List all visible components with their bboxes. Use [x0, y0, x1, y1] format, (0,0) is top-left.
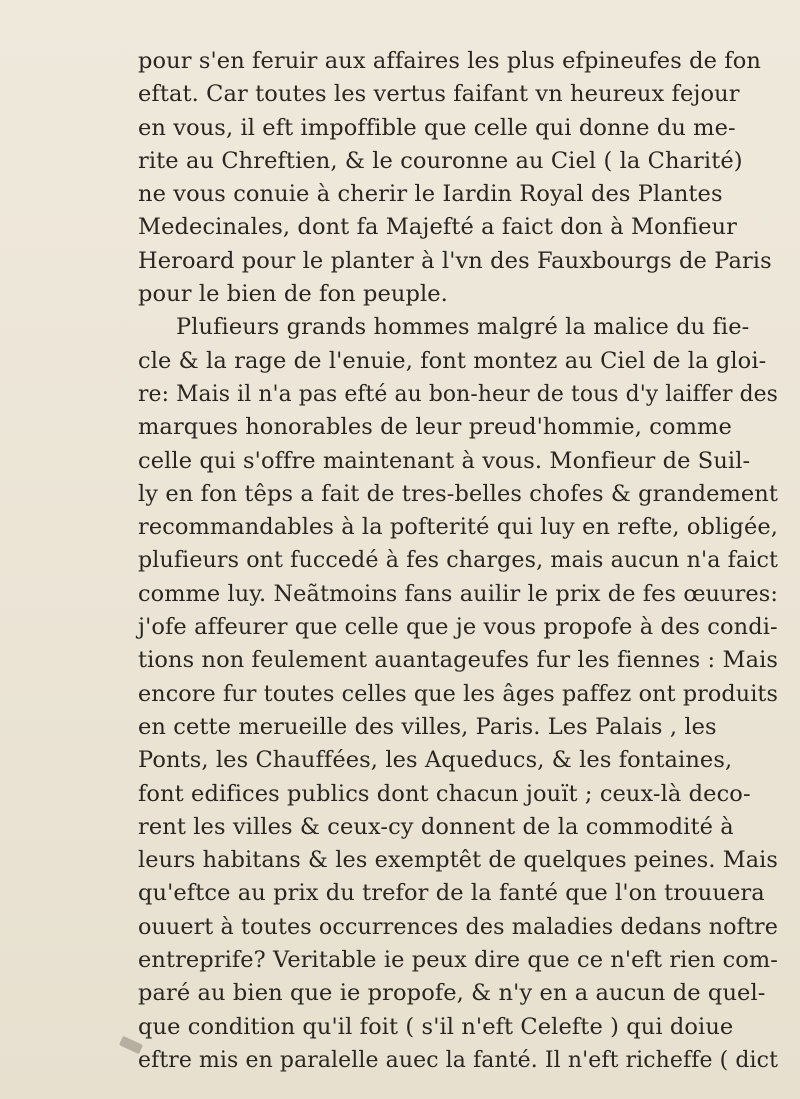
text-line: qu'eftce au prix du trefor de la fanté que l'on trouuera — [138, 880, 765, 907]
text-line: cle & la rage de l'enuie, font montez au Ciel de la gloi- — [138, 347, 767, 374]
text-line: celle qui s'offre maintenant à vous. Monfieur de Suil- — [138, 447, 751, 474]
text-line: Ponts, les Chauffées, les Aqueducs, & les fontaines, — [138, 747, 733, 774]
page-text — [138, 45, 778, 1077]
text-line: rite au Chreftien, & le couronne au Ciel ( la Charité) — [138, 147, 743, 174]
text-line: rent les villes & ceux-cy donnent de la commodité à — [138, 813, 734, 840]
text-line: marques honorables de leur preud'hommie, comme — [138, 414, 732, 441]
text-line: ouuert à toutes occurrences des maladies dedans noftre — [138, 913, 778, 940]
text-line: plufieurs ont fuccedé à fes charges, mais aucun n'a faict — [138, 547, 778, 574]
text-line: tions non feulement auantageufes fur les fiennes : Mais — [138, 647, 778, 674]
text-line: font edifices publics dont chacun jouït ; ceux-là deco- — [138, 780, 751, 807]
text-line: recommandables à la pofterité qui luy en refte, obligée, — [138, 514, 778, 541]
text-line: pour s'en feruir aux affaires les plus efpineufes de fon — [138, 48, 761, 74]
text-line: comme luy. Neãtmoins fans auilir le prix de fes œuures: — [138, 580, 778, 607]
text-line: encore fur toutes celles que les âges paffez ont produits — [138, 680, 778, 707]
text-line: re: Mais il n'a pas efté au bon-heur de tous d'y laiffer des — [138, 380, 778, 407]
text-line: eftre mis en paralelle auec la fanté. Il n'eft richeffe ( dict — [138, 1046, 778, 1073]
text-line: ne vous conuie à cherir le Iardin Royal des Plantes — [138, 181, 723, 208]
text-line: Heroard pour le planter à l'vn des Fauxbourgs de Paris — [138, 247, 772, 274]
text-line: j'ofe affeurer que celle que je vous propofe à des condi- — [138, 614, 778, 641]
text-line: eftat. Car toutes les vertus faifant vn heureux fejour — [138, 81, 740, 108]
text-line: que condition qu'il foit ( s'il n'eft Celefte ) qui doiue — [138, 1013, 734, 1040]
text-line: en vous, il eft impoffible que celle qui donne du me- — [138, 114, 736, 141]
text-line: pour le bien de fon peuple. — [138, 281, 448, 308]
text-line: entreprife? Veritable ie peux dire que ce n'eft rien com- — [138, 947, 778, 974]
text-line: ly en fon têps a fait de tres-belles chofes & grandement — [138, 480, 778, 507]
text-line: leurs habitans & les exemptêt de quelques peines. Mais — [138, 847, 778, 874]
text-line: en cette merueille des villes, Paris. Les Palais , les — [138, 713, 717, 740]
text-line: paré au bien que ie propofe, & n'y en a aucun de quel- — [138, 980, 766, 1007]
text-line: Medecinales, dont fa Majefté a faict don à Monfieur — [138, 214, 737, 241]
paragraph-start-line: Plufieurs grands hommes malgré la malice du fie- — [176, 314, 750, 341]
